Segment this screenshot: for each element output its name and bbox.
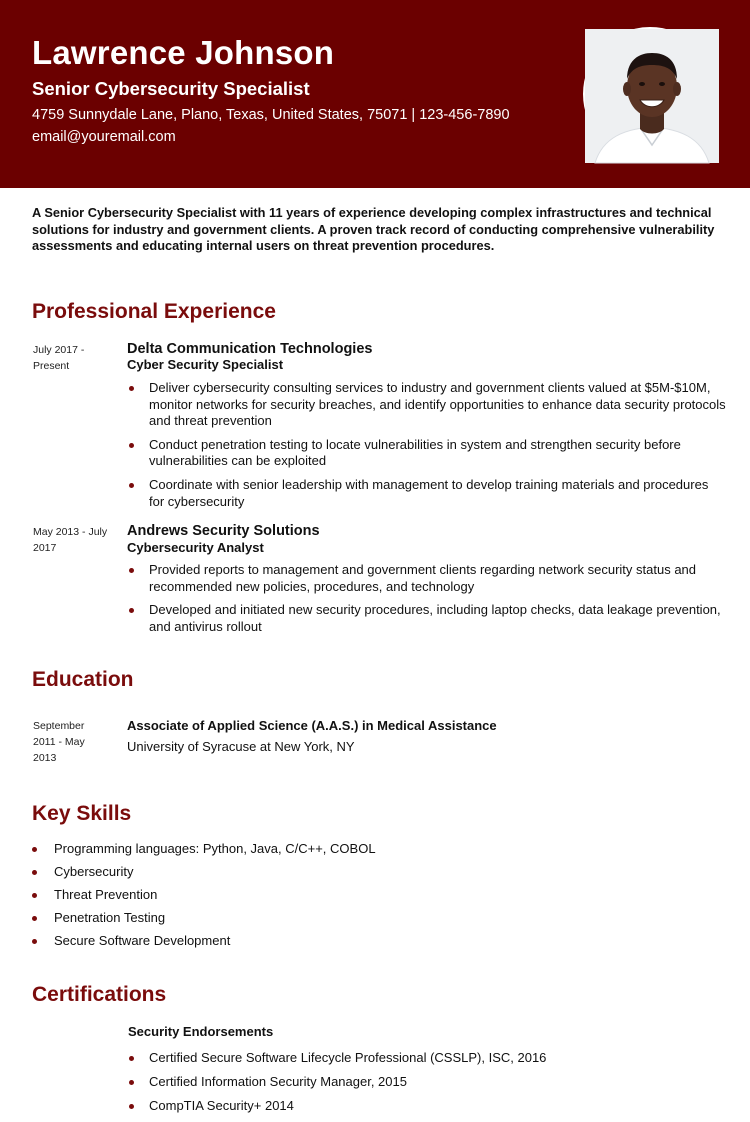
skill-item: Threat Prevention bbox=[32, 887, 376, 910]
skills-list bbox=[32, 841, 376, 956]
skill-item: Penetration Testing bbox=[32, 910, 376, 933]
bullet-dot-icon bbox=[129, 386, 134, 391]
job-role: Cybersecurity Analyst bbox=[127, 540, 264, 555]
person-portrait-icon bbox=[585, 29, 719, 163]
certification-item: CompTIA Security+ 2014 bbox=[127, 1098, 546, 1122]
job-bullet: Deliver cybersecurity consulting services to industry and government clients valued at $5M-$10M, monitor networks for security breaches, and identify opportunities to enhance data security protocols and threat prevention bbox=[127, 380, 727, 430]
candidate-name: Lawrence Johnson bbox=[32, 34, 335, 71]
job-dates: May 2013 - July 2017 bbox=[33, 526, 108, 554]
contact-address-phone: 4759 Sunnydale Lane, Plano, Texas, United States, 75071 | 123-456-7890 bbox=[32, 107, 510, 123]
skill-item: Secure Software Development bbox=[32, 933, 376, 956]
section-heading-certifications: Certifications bbox=[32, 983, 167, 1006]
job-bullet: Developed and initiated new security procedures, including laptop checks, data leakage prevention, and antivirus rollout bbox=[127, 602, 727, 635]
skill-item: Cybersecurity bbox=[32, 864, 376, 887]
bullet-dot-icon bbox=[129, 443, 134, 448]
section-heading-skills: Key Skills bbox=[32, 802, 132, 825]
job-bullet: Conduct penetration testing to locate vulnerabilities in system and strengthen security before vulnerabilities can be exploited bbox=[127, 437, 727, 470]
section-heading-education: Education bbox=[32, 668, 134, 691]
bullet-dot-icon bbox=[129, 568, 134, 573]
job-bullet-list bbox=[127, 380, 727, 517]
bullet-dot-icon bbox=[129, 1080, 134, 1085]
bullet-dot-icon bbox=[129, 1056, 134, 1061]
profile-photo bbox=[583, 27, 717, 161]
candidate-title: Senior Cybersecurity Specialist bbox=[32, 78, 310, 99]
skill-item: Programming languages: Python, Java, C/C++, COBOL bbox=[32, 841, 376, 864]
resume-header bbox=[0, 0, 750, 188]
job-company: Andrews Security Solutions bbox=[127, 523, 320, 539]
bullet-dot-icon bbox=[32, 939, 37, 944]
job-company: Delta Communication Technologies bbox=[127, 341, 373, 357]
certification-list bbox=[127, 1050, 546, 1122]
contact-email: email@youremail.com bbox=[32, 129, 176, 145]
certification-group-title: Security Endorsements bbox=[128, 1024, 274, 1039]
bullet-dot-icon bbox=[32, 847, 37, 852]
job-bullet-list bbox=[127, 562, 727, 642]
job-role: Cyber Security Specialist bbox=[127, 357, 284, 372]
professional-summary: A Senior Cybersecurity Specialist with 11 years of experience developing complex infrastructures and technical solutions for industry and government clients. A proven track record of conducting comprehensive vulnerability assessments and educating internal users on threat prevention procedures. bbox=[32, 205, 715, 254]
bullet-dot-icon bbox=[129, 483, 134, 488]
bullet-dot-icon bbox=[32, 893, 37, 898]
education-school: University of Syracuse at New York, NY bbox=[127, 739, 355, 754]
job-bullet: Provided reports to management and government clients regarding network security status and recommended new policies, procedures, and technology bbox=[127, 562, 727, 595]
certification-item: Certified Secure Software Lifecycle Professional (CSSLP), ISC, 2016 bbox=[127, 1050, 546, 1074]
section-heading-experience: Professional Experience bbox=[32, 300, 276, 323]
bullet-dot-icon bbox=[129, 1104, 134, 1109]
bullet-dot-icon bbox=[129, 608, 134, 613]
job-dates: July 2017 - Present bbox=[33, 344, 85, 372]
education-dates: September 2011 - May 2013 bbox=[33, 720, 85, 764]
bullet-dot-icon bbox=[32, 916, 37, 921]
bullet-dot-icon bbox=[32, 870, 37, 875]
certification-item: Certified Information Security Manager, 2015 bbox=[127, 1074, 546, 1098]
job-bullet: Coordinate with senior leadership with management to develop training materials and procedures for cybersecurity bbox=[127, 477, 727, 510]
education-degree: Associate of Applied Science (A.A.S.) in Medical Assistance bbox=[127, 718, 497, 733]
